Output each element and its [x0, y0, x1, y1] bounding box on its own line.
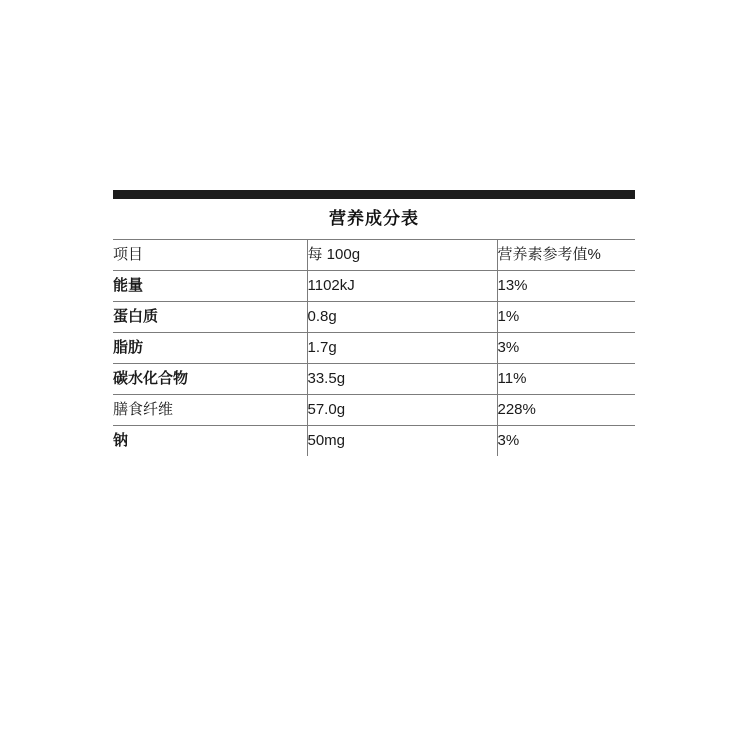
table-title: 营养成分表	[329, 209, 419, 228]
row-item-label: 钠	[113, 426, 307, 457]
row-item-nrv: 228%	[497, 395, 635, 426]
table-header-row	[113, 240, 635, 271]
header-amount: 每 100g	[307, 240, 497, 271]
header-item: 项目	[113, 240, 307, 271]
table-row	[113, 333, 635, 364]
row-item-nrv: 1%	[497, 302, 635, 333]
row-item-amount: 0.8g	[307, 302, 497, 333]
row-item-amount: 50mg	[307, 426, 497, 457]
row-item-nrv: 3%	[497, 333, 635, 364]
nutrition-facts-table	[113, 199, 635, 456]
row-item-nrv: 13%	[497, 271, 635, 302]
row-item-label: 脂肪	[113, 333, 307, 364]
table-row	[113, 302, 635, 333]
row-item-amount: 33.5g	[307, 364, 497, 395]
table-title-row	[113, 199, 635, 240]
row-item-label: 膳食纤维	[113, 395, 307, 426]
nutrition-label	[113, 190, 635, 456]
table-row	[113, 395, 635, 426]
row-item-nrv: 11%	[497, 364, 635, 395]
table-row	[113, 426, 635, 457]
row-item-label: 能量	[113, 271, 307, 302]
row-item-amount: 1102kJ	[307, 271, 497, 302]
row-item-label: 蛋白质	[113, 302, 307, 333]
row-item-label: 碳水化合物	[113, 364, 307, 395]
row-item-nrv: 3%	[497, 426, 635, 457]
header-nrv: 营养素参考值%	[497, 240, 635, 271]
label-top-bar	[113, 190, 635, 199]
table-row	[113, 271, 635, 302]
row-item-amount: 57.0g	[307, 395, 497, 426]
table-row	[113, 364, 635, 395]
row-item-amount: 1.7g	[307, 333, 497, 364]
